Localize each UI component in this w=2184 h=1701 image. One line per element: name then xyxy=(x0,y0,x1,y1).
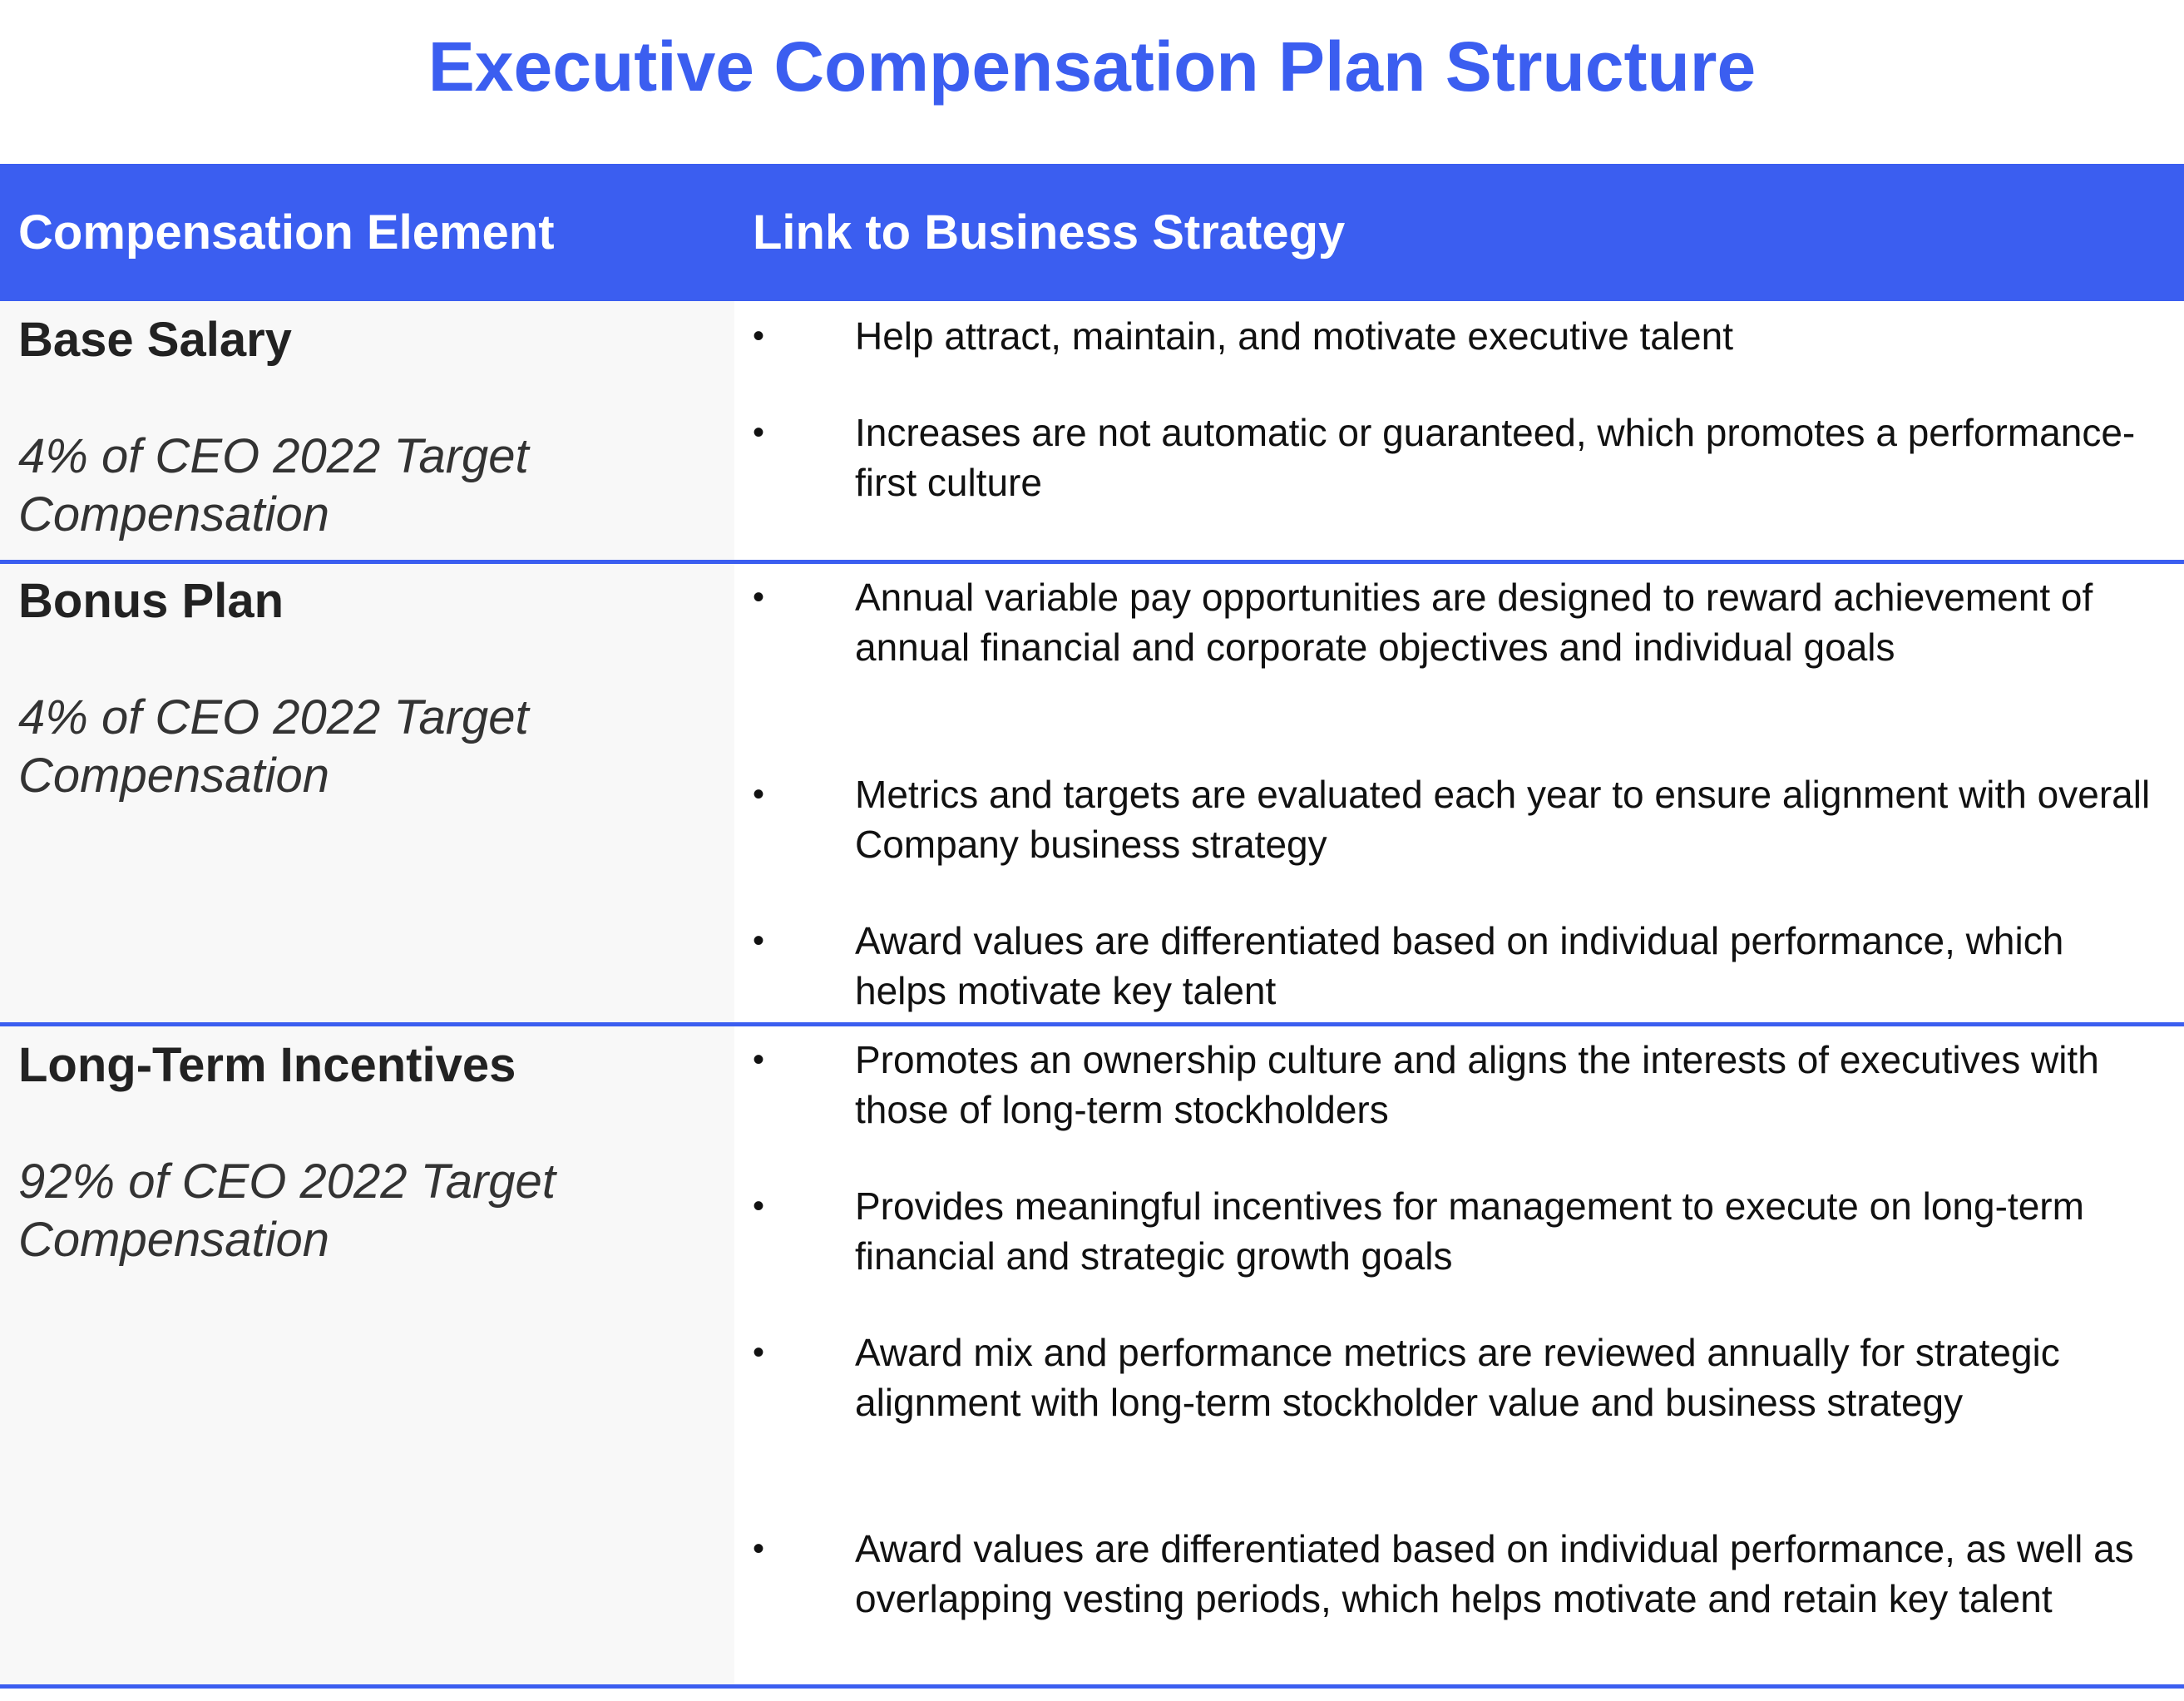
strategy-bullet xyxy=(734,769,2184,869)
bullet-icon: • xyxy=(753,414,765,451)
bullet-icon: • xyxy=(753,776,765,813)
strategy-bullet xyxy=(734,1524,2184,1624)
bullet-text: Metrics and targets are evaluated each year to ensure alignment with overall Company business strategy xyxy=(855,773,2151,866)
strategy-bullet xyxy=(734,572,2184,672)
bullet-text: Award values are differentiated based on individual performance, which helps motivate key talent xyxy=(855,919,2064,1012)
strategy-bullet xyxy=(734,408,2184,507)
element-cell xyxy=(0,564,734,1022)
header-compensation-element: Compensation Element xyxy=(18,205,555,260)
element-share: 4% of CEO 2022 Target Compensation xyxy=(18,690,529,803)
element-share: 92% of CEO 2022 Target Compensation xyxy=(18,1155,556,1267)
element-share: 4% of CEO 2022 Target Compensation xyxy=(18,429,529,541)
bullet-text: Increases are not automatic or guaranteed, which promotes a performance-first culture xyxy=(855,411,2136,504)
table-header xyxy=(0,164,2184,301)
strategy-bullet xyxy=(734,1328,2184,1427)
bullet-icon: • xyxy=(753,1188,765,1224)
bullet-text: Award values are differentiated based on individual performance, as well as overlapping vesting periods, which helps motivate and retain key talent xyxy=(855,1527,2134,1620)
element-name: Base Salary xyxy=(18,313,292,367)
bullet-text: Help attract, maintain, and motivate executive talent xyxy=(855,314,1734,358)
bullet-icon: • xyxy=(753,1334,765,1371)
header-link-to-business-strategy: Link to Business Strategy xyxy=(753,205,1346,260)
table-row xyxy=(0,301,2184,564)
bullet-icon: • xyxy=(753,579,765,616)
bullet-icon: • xyxy=(753,1530,765,1567)
strategy-bullet xyxy=(734,1035,2184,1135)
table-row xyxy=(0,564,2184,1026)
strategy-bullet xyxy=(734,1181,2184,1281)
element-name: Bonus Plan xyxy=(18,574,284,628)
bullet-text: Award mix and performance metrics are reviewed annually for strategic alignment with long-term stockholder value and business strategy xyxy=(855,1331,2060,1424)
element-name: Long-Term Incentives xyxy=(18,1038,516,1092)
element-cell xyxy=(0,301,734,560)
strategy-bullet xyxy=(734,916,2184,1016)
strategy-bullet xyxy=(734,311,2184,361)
bullet-icon: • xyxy=(753,922,765,959)
bullet-text: Provides meaningful incentives for management to execute on long-term financial and strategic growth goals xyxy=(855,1184,2084,1278)
table-row xyxy=(0,1026,2184,1689)
compensation-table xyxy=(0,164,2184,1689)
bullet-text: Annual variable pay opportunities are designed to reward achievement of annual financial and corporate objectives and individual goals xyxy=(855,576,2093,669)
bullet-icon: • xyxy=(753,318,765,354)
page-title: Executive Compensation Plan Structure xyxy=(427,27,1757,106)
element-cell xyxy=(0,1026,734,1684)
bullet-text: Promotes an ownership culture and aligns the interests of executives with those of long-term stockholders xyxy=(855,1038,2099,1131)
bullet-icon: • xyxy=(753,1041,765,1078)
